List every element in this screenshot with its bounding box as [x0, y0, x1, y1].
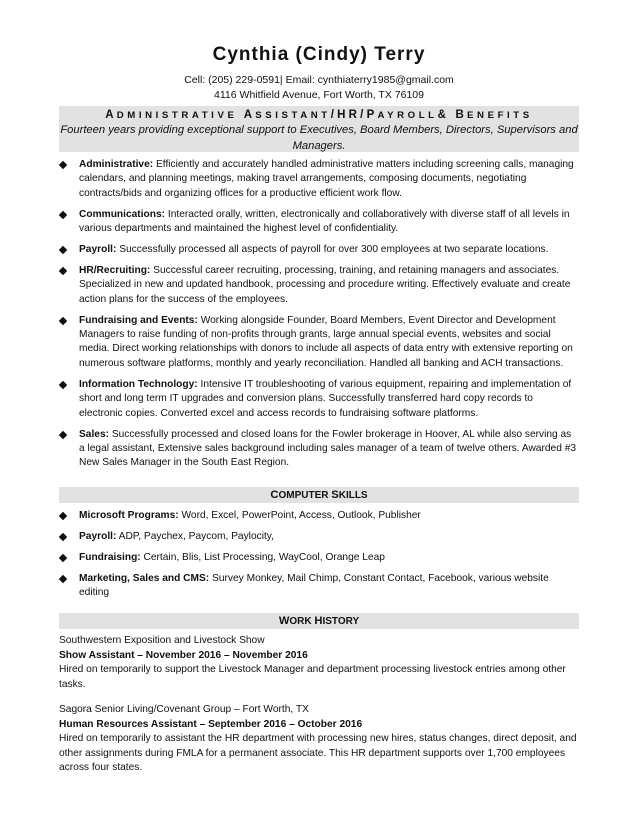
- job-role: Human Resources Assistant – September 2016 – October 2016: [59, 718, 363, 730]
- bullet-text: Successfully processed and closed loans for the Fowler brokerage in Hoover, AL while also serving as a legal assistant, Extensive sales background including sales manager of a team of twelve others. Awarded #3 New Sales Manager in the South East Region.: [79, 428, 577, 469]
- bullet-item: [59, 551, 579, 565]
- bullet-label: Microsoft Programs:: [79, 510, 179, 521]
- heading-initial: C: [270, 489, 279, 501]
- bullet-label: Communications:: [79, 208, 166, 220]
- heading-initial: S: [331, 489, 339, 501]
- diamond-bullet-icon: [59, 430, 67, 438]
- bullet-item: [59, 530, 579, 544]
- bullet-label: Payroll:: [79, 244, 117, 256]
- work-history-heading: [59, 613, 579, 629]
- heading-initial: W: [278, 615, 290, 627]
- bullet-text: Interacted orally, written, electronically and collaboratively with diverse staff of all levels in various departments and maintained the highest level of confidentiality.: [79, 208, 570, 235]
- title-initial: P: [366, 109, 378, 121]
- heading-rest: OMPUTER: [278, 490, 332, 501]
- job-entry: [59, 634, 579, 692]
- bullet-text: Intensive IT troubleshooting of various equipment, repairing and implementation of short and long term IT upgrades and conversion plans. Successfully transferred hard copy records to electronic copies. Converted excel and access records to fundraising software platforms.: [79, 378, 572, 419]
- bullet-item: [59, 428, 579, 471]
- diamond-bullet-icon: [59, 267, 67, 275]
- summary-bullet-list: [59, 158, 579, 477]
- job-role: Show Assistant – November 2016 – November 2016: [59, 649, 308, 661]
- bullet-text: Efficiently and accurately handled administrative matters including screening calls, managing calendars, and planning meetings, making travel arrangements, composing documents, negotiating contracts/bids and organizing offices for a productive efficient work flow.: [79, 159, 574, 199]
- title-rest: AYROLL: [377, 110, 438, 121]
- computer-skills-list: [59, 509, 579, 607]
- title-initial: A: [105, 109, 117, 121]
- job-description: Hired on temporarily to assistant the HR department with processing new hires, status changes, direct deposit, and other assignments during FMLA for a permanent associate. This HR department supports over 1,700 employees across four states.: [59, 733, 577, 774]
- job-description: Hired on temporarily to support the Livestock Manager and department processing livestock entries among other tasks.: [59, 664, 566, 690]
- bullet-text: Successfully processed all aspects of payroll for over 300 employees at two separate locations.: [116, 244, 549, 256]
- diamond-bullet-icon: [59, 574, 67, 582]
- title-initial: /HR/: [330, 109, 367, 121]
- candidate-name: Cynthia (Cindy) Terry: [212, 44, 426, 65]
- bullet-label: Fundraising:: [79, 551, 141, 563]
- title-initial: A: [243, 109, 256, 121]
- job-entry: [59, 703, 579, 776]
- bullet-label: Sales:: [79, 428, 110, 440]
- bullet-text: ADP, Paychex, Paycom, Paylocity,: [116, 530, 274, 542]
- title-rest: ENEFITS: [467, 110, 533, 121]
- diamond-bullet-icon: [59, 381, 67, 389]
- diamond-bullet-icon: [59, 512, 67, 520]
- contact-line-phone-email: Cell: (205) 229-0591| Email: cynthiaterry1985@gmail.com: [184, 74, 454, 86]
- heading-rest: ORK: [289, 616, 315, 627]
- job-company: Sagora Senior Living/Covenant Group – Fort Worth, TX: [59, 704, 309, 715]
- bullet-item: [59, 378, 579, 421]
- bullet-item: [59, 509, 579, 523]
- bullet-label: Administrative:: [79, 159, 154, 170]
- bullet-text: Successful career recruiting, processing, training, and retaining managers and associates. Specialized in new and updated handbook, processing and procedure writing. Effectively evaluate and create action plans for the success of the employees.: [79, 264, 571, 305]
- bullet-item: [59, 208, 579, 237]
- job-title: [59, 106, 579, 121]
- bullet-text: Certain, Blis, List Processing, WayCool, Orange Leap: [140, 551, 385, 563]
- bullet-label: Payroll:: [79, 530, 117, 542]
- bullet-item: [59, 264, 579, 307]
- title-rest: SSISTANT: [255, 110, 331, 121]
- contact-info: [0, 73, 638, 103]
- computer-skills-heading: [59, 487, 579, 503]
- heading-initial: H: [314, 615, 323, 627]
- bullet-item: [59, 243, 579, 257]
- bullet-item: [59, 572, 579, 601]
- diamond-bullet-icon: [59, 533, 67, 541]
- resume-header: [0, 44, 638, 103]
- diamond-bullet-icon: [59, 246, 67, 254]
- bullet-text: Survey Monkey, Mail Chimp, Constant Contact, Facebook, various website editing: [79, 572, 549, 599]
- diamond-bullet-icon: [59, 554, 67, 562]
- bullet-item: [59, 158, 579, 201]
- job-company: Southwestern Exposition and Livestock Show: [59, 635, 265, 646]
- bullet-label: Marketing, Sales and CMS:: [79, 572, 210, 584]
- bullet-text: Working alongside Founder, Board Members, Event Director and Development Managers to raise funding of non-profits through grants, large annual special events, websites and social media. Direct working relationships with donors to include all aspects of data entry with extensive reporting on numerous software platforms, monthly and yearly reconciliation. Handled all banking and ACH transactions.: [79, 314, 573, 369]
- heading-rest: ISTORY: [322, 616, 360, 627]
- bullet-label: Fundraising and Events:: [79, 314, 198, 326]
- bullet-label: HR/Recruiting:: [79, 264, 151, 276]
- title-rest: DMINISTRATIVE: [116, 110, 244, 121]
- professional-summary: Fourteen years providing exceptional support to Executives, Board Members, Directors, Supervisors and Managers.: [60, 124, 578, 152]
- bullet-label: Information Technology:: [79, 378, 198, 390]
- contact-line-address: 4116 Whitfield Avenue, Fort Worth, TX 76109: [214, 89, 424, 101]
- diamond-bullet-icon: [59, 161, 67, 169]
- diamond-bullet-icon: [59, 316, 67, 324]
- bullet-text: Word, Excel, PowerPoint, Access, Outlook, Publisher: [178, 510, 421, 521]
- title-initial: &: [437, 109, 456, 121]
- diamond-bullet-icon: [59, 210, 67, 218]
- heading-rest: KILLS: [338, 490, 368, 501]
- bullet-item: [59, 314, 579, 372]
- title-initial: B: [455, 109, 468, 121]
